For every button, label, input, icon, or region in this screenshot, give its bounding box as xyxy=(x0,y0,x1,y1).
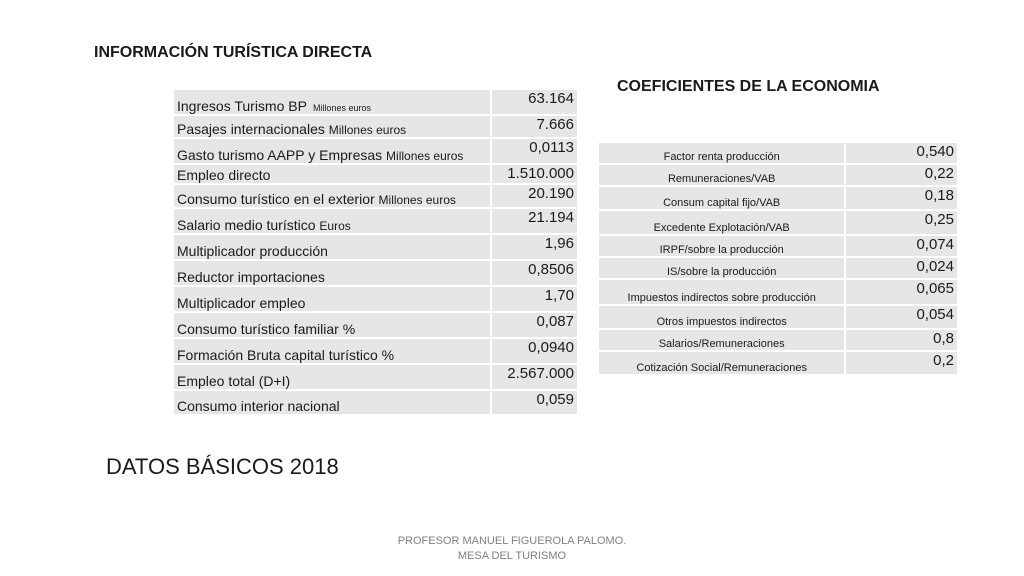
row-value: 0,22 xyxy=(844,165,957,187)
row-label: Multiplicador empleo xyxy=(177,295,306,311)
row-unit: Millones euros xyxy=(386,149,464,163)
row-label: Formación Bruta capital turístico % xyxy=(177,347,395,363)
row-value: 0,18 xyxy=(844,187,957,211)
footer-credit xyxy=(0,534,1024,564)
table-row xyxy=(174,391,577,416)
row-label: Remuneraciones/VAB xyxy=(599,165,844,187)
table-row xyxy=(599,306,957,330)
row-label: Factor renta producción xyxy=(599,143,844,165)
table-row xyxy=(174,116,577,139)
row-unit: Euros xyxy=(319,219,351,233)
row-value: 0,540 xyxy=(844,143,957,165)
row-unit: Millones euros xyxy=(328,123,407,137)
table-row xyxy=(599,330,957,352)
row-label: IS/sobre la producción xyxy=(599,258,844,280)
row-value: 0,059 xyxy=(490,391,577,416)
table-row xyxy=(174,209,577,235)
row-value: 0,25 xyxy=(844,211,957,236)
right-section-title: COEFICIENTES DE LA ECONOMIA xyxy=(617,78,880,95)
row-label-cell xyxy=(174,90,490,116)
row-value: 0,065 xyxy=(844,280,957,306)
row-label: Ingresos Turismo BP xyxy=(177,98,307,114)
row-label: Salarios/Remuneraciones xyxy=(599,330,844,352)
row-label: Otros impuestos indirectos xyxy=(599,306,844,330)
row-unit: Millones euros xyxy=(378,193,456,207)
main-title: DATOS BÁSICOS 2018 xyxy=(106,454,339,479)
row-label: Consumo turístico en el exterior xyxy=(177,191,375,207)
table-row xyxy=(174,287,577,313)
table-row xyxy=(174,365,577,391)
table-row xyxy=(174,235,577,261)
row-value: 0,087 xyxy=(490,313,577,339)
row-label-cell xyxy=(174,139,490,165)
row-label-cell xyxy=(174,261,490,287)
row-value: 0,074 xyxy=(844,236,957,258)
row-value: 1,96 xyxy=(490,235,577,261)
table-row xyxy=(174,165,577,185)
row-value: 0,8 xyxy=(844,330,957,352)
row-label: IRPF/sobre la producción xyxy=(599,236,844,258)
row-value: 20.190 xyxy=(490,185,577,209)
table-row xyxy=(599,165,957,187)
row-value: 0,054 xyxy=(844,306,957,330)
row-label-cell xyxy=(174,313,490,339)
table-row xyxy=(174,313,577,339)
table-row xyxy=(599,187,957,211)
row-label: Gasto turismo AAPP y Empresas xyxy=(177,147,383,163)
table-row xyxy=(174,139,577,165)
table-row xyxy=(599,211,957,236)
row-label-cell xyxy=(174,235,490,261)
row-label: Consumo turístico familiar % xyxy=(177,321,356,337)
table-row xyxy=(174,90,577,116)
row-value: 63.164 xyxy=(490,90,577,116)
row-label: Consum capital fijo/VAB xyxy=(599,187,844,211)
table-row xyxy=(599,258,957,280)
row-value: 1.510.000 xyxy=(490,165,577,185)
row-value: 0,2 xyxy=(844,352,957,376)
row-label: Pasajes internacionales xyxy=(177,121,325,137)
economy-coefficients-table xyxy=(599,143,957,376)
row-value: 0,024 xyxy=(844,258,957,280)
row-value: 0,0113 xyxy=(490,139,577,165)
table-row xyxy=(599,236,957,258)
row-label-cell xyxy=(174,391,490,416)
row-label: Empleo directo xyxy=(177,167,271,183)
row-label: Multiplicador producción xyxy=(177,243,328,259)
row-value: 1,70 xyxy=(490,287,577,313)
table-row xyxy=(174,339,577,365)
row-label-cell xyxy=(174,116,490,139)
row-label: Reductor importaciones xyxy=(177,269,325,285)
row-value: 0,0940 xyxy=(490,339,577,365)
row-label-cell xyxy=(174,365,490,391)
row-label-cell xyxy=(174,339,490,365)
row-label-cell xyxy=(174,185,490,209)
row-label: Excedente Explotación/VAB xyxy=(599,211,844,236)
table-row xyxy=(174,261,577,287)
row-label: Salario medio turístico xyxy=(177,217,316,233)
row-value: 2.567.000 xyxy=(490,365,577,391)
row-label: Empleo total (D+I) xyxy=(177,373,291,389)
row-label-cell xyxy=(174,287,490,313)
row-value: 0,8506 xyxy=(490,261,577,287)
row-label-cell xyxy=(174,209,490,235)
footer-line-2: MESA DEL TURISMO xyxy=(457,550,567,562)
table-row xyxy=(599,280,957,306)
row-unit: Millones euros xyxy=(312,103,371,113)
table-row xyxy=(599,352,957,376)
footer-line-1: PROFESOR MANUEL FIGUEROLA PALOMO. xyxy=(397,535,627,547)
row-label-cell xyxy=(174,165,490,185)
left-section-title: INFORMACIÓN TURÍSTICA DIRECTA xyxy=(94,44,373,61)
row-value: 7.666 xyxy=(490,116,577,139)
row-label: Cotización Social/Remuneraciones xyxy=(599,352,844,376)
tourism-info-table xyxy=(174,90,577,416)
row-value: 21.194 xyxy=(490,209,577,235)
table-row xyxy=(174,185,577,209)
row-label: Consumo interior nacional xyxy=(177,398,340,414)
table-row xyxy=(599,143,957,165)
row-label: Impuestos indirectos sobre producción xyxy=(599,280,844,306)
